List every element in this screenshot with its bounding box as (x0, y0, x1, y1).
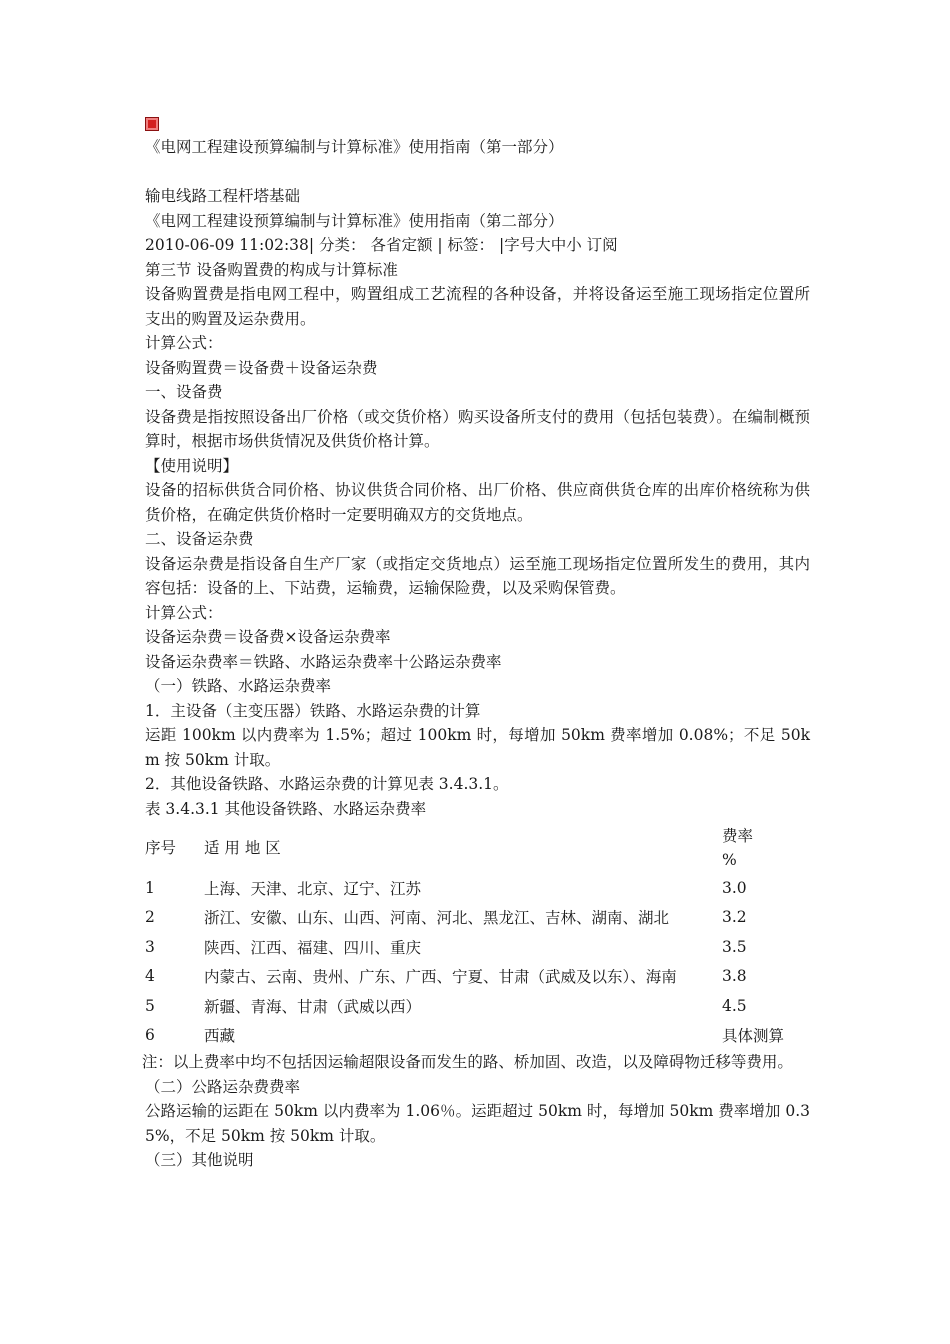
usage-label: 【使用说明】 (145, 456, 239, 475)
subsection-heading: 二、设备运杂费 (145, 530, 254, 548)
cell-no: 2 (145, 908, 155, 927)
subject-line: 输电线路工程杆塔基础 (145, 187, 301, 205)
formula-line: 设备运杂费率＝铁路、水路运杂费率十公路运杂费率 (145, 652, 502, 671)
header-rate-label: 费率 (722, 826, 754, 845)
rate-table (145, 823, 810, 1050)
cell-region: 内蒙古、云南、贵州、广东、广西、宁夏、甘肃（武威及以东）、海南 (204, 968, 677, 987)
table-row (145, 1021, 810, 1051)
table-row (145, 991, 810, 1021)
table-row (145, 932, 810, 962)
cell-no: 1 (145, 878, 155, 897)
cell-region: 新疆、青海、甘肃（武威以西） (204, 997, 422, 1016)
header-region: 适 用 地 区 (204, 838, 281, 857)
cell-region: 西藏 (204, 1027, 236, 1046)
item-heading: 1．主设备（主变压器）铁路、水路运杂费的计算 (145, 701, 481, 720)
cell-rate: 3.2 (722, 908, 747, 927)
table-header-row (145, 823, 810, 873)
cell-region: 上海、天津、北京、辽宁、江苏 (204, 879, 422, 898)
broken-image-icon (145, 117, 159, 131)
cell-rate: 3.8 (722, 967, 747, 986)
link-title-part2[interactable]: 《电网工程建设预算编制与计算标准》使用指南（第二部分） (145, 211, 564, 230)
cell-rate: 3.0 (722, 878, 747, 897)
part-heading: （二）公路运杂费费率 (145, 1077, 301, 1096)
item-heading: 2．其他设备铁路、水路运杂费的计算见表 3.4.3.1。 (145, 775, 509, 793)
table-caption: 表 3.4.3.1 其他设备铁路、水路运杂费率 (145, 799, 427, 818)
cell-region: 浙江、安徽、山东、山西、河南、河北、黑龙江、吉林、湖南、湖北 (204, 909, 670, 928)
document-page (141, 114, 810, 1173)
part-heading: （三）其他说明 (145, 1151, 254, 1169)
paragraph-road-rate: 公路运输的运距在 50km 以内费率为 1.06％。运距超过 50km 时，每增加 50km 费率增加 0.35%，不足 50km 按 50km 计取。 (145, 1102, 810, 1145)
cell-no: 5 (145, 996, 155, 1015)
subsection-heading: 一、设备费 (145, 383, 223, 401)
cell-rate: 3.5 (722, 937, 747, 956)
table-row (145, 962, 810, 992)
formula-line: 设备运杂费＝设备费×设备运杂费率 (145, 628, 391, 646)
paragraph-usage: 设备的招标供货合同价格、协议供货合同价格、出厂价格、供应商供货仓库的出库价格统称为供货价格，在确定供货价格时一定要明确双方的交货地点。 (145, 481, 810, 524)
table-note: 注：以上费率中均不包括因运输超限设备而发生的路、桥加固、改造，以及障碍物迁移等费用。 (141, 1053, 793, 1071)
table-row (145, 873, 810, 903)
intro-paragraph: 设备购置费是指电网工程中，购置组成工艺流程的各种设备，并将设备运至施工现场指定位置所支出的购置及运杂费用。 (145, 285, 810, 328)
spacer (145, 160, 810, 185)
paragraph-main-equipment-rate: 运距 100km 以内费率为 1.5%；超过 100km 时，每增加 50km 费率增加 0.08%；不足 50km 按 50km 计取。 (145, 726, 810, 769)
section-heading: 第三节 设备购置费的构成与计算标准 (145, 260, 398, 279)
cell-rate: 具体测算 (722, 1027, 785, 1046)
link-title-part1[interactable]: 《电网工程建设预算编制与计算标准》使用指南（第一部分） (145, 138, 564, 156)
formula-line: 设备购置费＝设备费＋设备运杂费 (145, 358, 378, 377)
part-heading: （一）铁路、水路运杂费率 (145, 677, 332, 695)
table-row (145, 903, 810, 933)
cell-rate: 4.5 (722, 996, 747, 1015)
header-no: 序号 (145, 838, 177, 857)
formula-label: 计算公式： (145, 334, 223, 352)
meta-line: 2010-06-09 11:02:38| 分类： 各省定额 | 标签： |字号大中小 订阅 (145, 236, 618, 254)
cell-no: 4 (145, 967, 155, 986)
paragraph-equipment-cost: 设备费是指按照设备出厂价格（或交货价格）购买设备所支付的费用（包括包装费）。在编制概预算时，根据市场供货情况及供货价格计算。 (145, 407, 810, 450)
cell-region: 陕西、江西、福建、四川、重庆 (204, 938, 422, 957)
cell-no: 6 (145, 1026, 155, 1045)
formula-label: 计算公式： (145, 603, 223, 622)
paragraph-transport-cost: 设备运杂费是指设备自生产厂家（或指定交货地点）运至施工现场指定位置所发生的费用，其内容包括：设备的上、下站费，运输费，运输保险费，以及采购保管费。 (145, 554, 810, 597)
header-rate (722, 823, 810, 873)
header-rate-unit: % (722, 851, 737, 869)
cell-no: 3 (145, 937, 155, 956)
